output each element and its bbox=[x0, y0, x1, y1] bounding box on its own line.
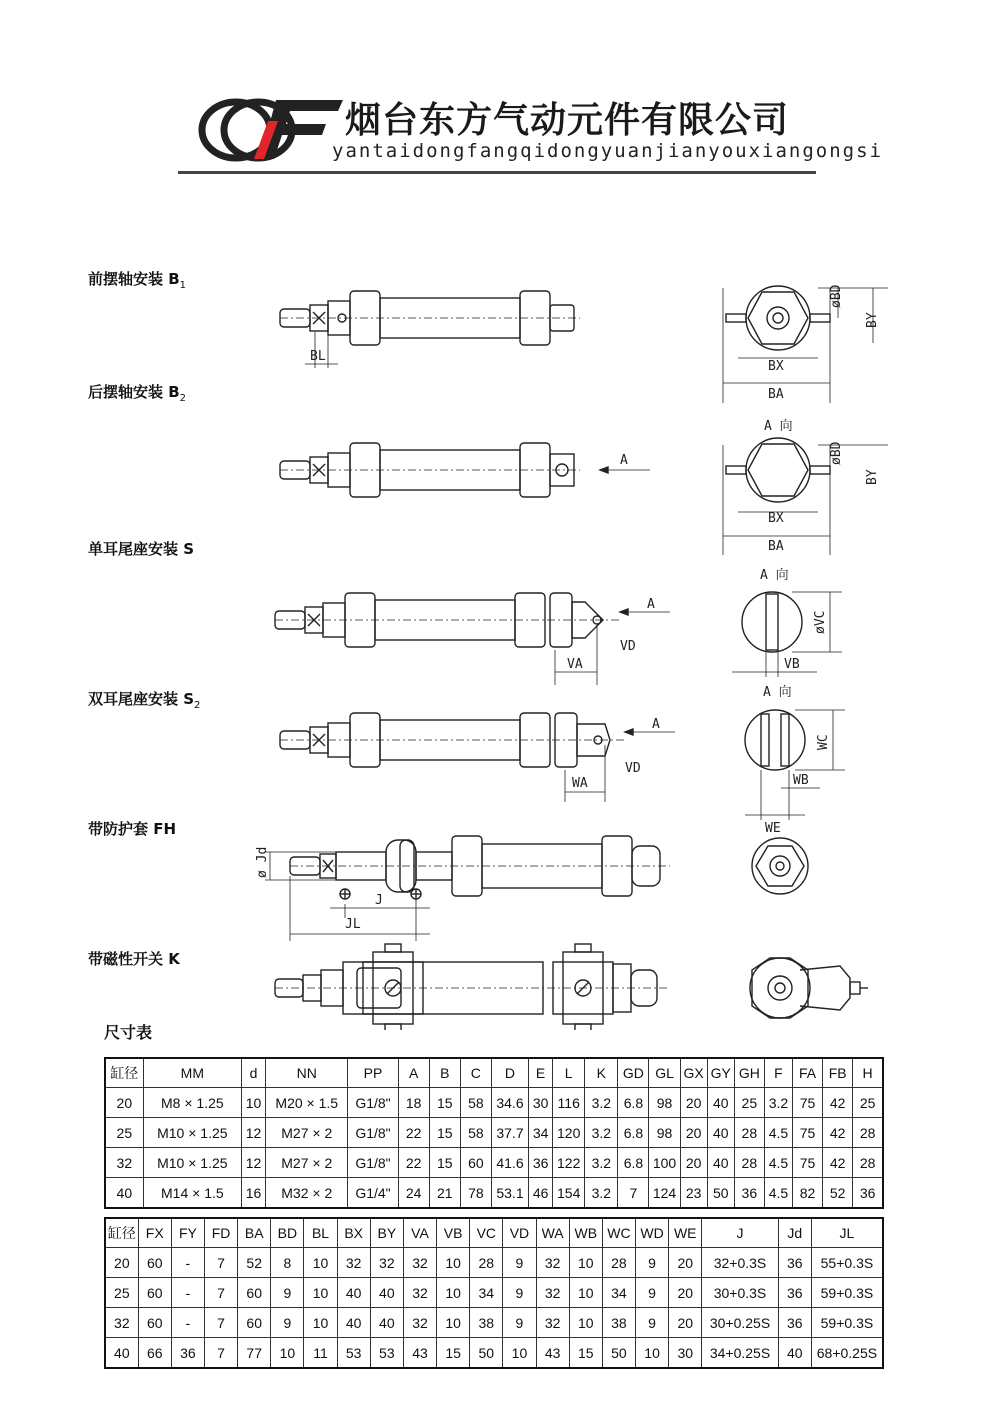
table1-cell: 75 bbox=[792, 1148, 822, 1178]
table1-header-cell: 缸径 bbox=[105, 1058, 143, 1088]
table1-cell: 42 bbox=[823, 1088, 853, 1118]
table1-cell: 37.7 bbox=[491, 1118, 528, 1148]
svg-text:BA: BA bbox=[768, 539, 784, 554]
table1-header-cell: B bbox=[429, 1058, 460, 1088]
table2-cell: 38 bbox=[470, 1308, 503, 1338]
table2-cell: 30+0.25S bbox=[702, 1308, 778, 1338]
table1-cell: 15 bbox=[429, 1148, 460, 1178]
table2-cell: 32 bbox=[403, 1278, 436, 1308]
table1-cell: 42 bbox=[823, 1148, 853, 1178]
table1-cell: 6.8 bbox=[618, 1118, 649, 1148]
table1-cell: 18 bbox=[398, 1088, 429, 1118]
table2-header-cell: BY bbox=[370, 1218, 403, 1248]
end-view-s bbox=[732, 568, 842, 677]
table1-cell: 154 bbox=[553, 1178, 585, 1209]
table1-header-cell: D bbox=[491, 1058, 528, 1088]
svg-text:VA: VA bbox=[567, 657, 583, 672]
table1-header-cell: GX bbox=[680, 1058, 707, 1088]
table1-cell: M27 × 2 bbox=[266, 1148, 348, 1178]
table2-cell: 60 bbox=[238, 1278, 271, 1308]
table2-cell: 15 bbox=[569, 1338, 602, 1369]
table2-cell: 11 bbox=[304, 1338, 337, 1369]
mount-label-b2: 后摆轴安装 $B_2$ bbox=[88, 383, 187, 404]
table2-cell: 77 bbox=[238, 1338, 271, 1369]
table2-header-cell: WA bbox=[536, 1218, 569, 1248]
table2-header-cell: WE bbox=[669, 1218, 702, 1248]
table1-cell: 22 bbox=[398, 1118, 429, 1148]
table2-cell: 34+0.25S bbox=[702, 1338, 778, 1369]
table1-cell: 60 bbox=[460, 1148, 491, 1178]
table1-cell: 122 bbox=[553, 1148, 585, 1178]
table1-cell: G1/8" bbox=[348, 1088, 398, 1118]
table2-cell: 36 bbox=[171, 1338, 204, 1369]
table1-cell: 98 bbox=[649, 1118, 680, 1148]
end-view-b1 bbox=[723, 284, 888, 403]
table2-cell: 40 bbox=[105, 1338, 138, 1369]
table1-cell: 36 bbox=[734, 1178, 764, 1209]
table2-header-cell: BA bbox=[238, 1218, 271, 1248]
svg-text:BA: BA bbox=[768, 387, 784, 402]
table1-cell: 34.6 bbox=[491, 1088, 528, 1118]
svg-text:øVC: øVC bbox=[813, 610, 828, 634]
svg-text:A 向: A 向 bbox=[764, 419, 793, 434]
table1-cell: 21 bbox=[429, 1178, 460, 1209]
svg-text:A 向: A 向 bbox=[760, 568, 789, 583]
table2-header-cell: FY bbox=[171, 1218, 204, 1248]
table1-cell: M10 × 1.25 bbox=[143, 1118, 241, 1148]
table1-header-cell: GH bbox=[734, 1058, 764, 1088]
table1-cell: 82 bbox=[792, 1178, 822, 1209]
table1-header-cell: GD bbox=[618, 1058, 649, 1088]
table2-cell: 9 bbox=[636, 1308, 669, 1338]
end-view-b2 bbox=[723, 419, 888, 555]
table2-cell: 50 bbox=[470, 1338, 503, 1369]
svg-text:VB: VB bbox=[784, 657, 800, 672]
table2-cell: 32 bbox=[403, 1308, 436, 1338]
table2-cell: 25 bbox=[105, 1278, 138, 1308]
table1-header-cell: d bbox=[242, 1058, 266, 1088]
table1-cell: 78 bbox=[460, 1178, 491, 1209]
table1-cell: 15 bbox=[429, 1118, 460, 1148]
table1-header-cell: L bbox=[553, 1058, 585, 1088]
table2-header-cell: FX bbox=[138, 1218, 171, 1248]
dimension-table-1 bbox=[104, 1057, 884, 1209]
drawing-b2 bbox=[280, 443, 650, 497]
dimension-table-title: 尺寸表 bbox=[104, 1023, 153, 1042]
table1-cell: 36 bbox=[853, 1178, 883, 1209]
table1-header-cell: F bbox=[764, 1058, 792, 1088]
table2-header-cell: VA bbox=[403, 1218, 436, 1248]
table1-header-row bbox=[105, 1058, 883, 1088]
svg-text:BX: BX bbox=[768, 511, 784, 526]
table2-cell: 40 bbox=[370, 1278, 403, 1308]
table2-cell: 10 bbox=[437, 1278, 470, 1308]
svg-text:øBD: øBD bbox=[829, 441, 844, 465]
table2-cell: 20 bbox=[669, 1248, 702, 1278]
table1-cell: 20 bbox=[680, 1148, 707, 1178]
table1-cell: 12 bbox=[242, 1118, 266, 1148]
mount-label-k: 带磁性开关 K bbox=[88, 950, 180, 968]
table2-cell: - bbox=[171, 1308, 204, 1338]
table2-cell: 9 bbox=[636, 1248, 669, 1278]
table1-cell: 3.2 bbox=[764, 1088, 792, 1118]
table1-cell: 50 bbox=[707, 1178, 734, 1209]
mount-label-fh: 带防护套 FH bbox=[88, 820, 177, 838]
table1-cell: 4.5 bbox=[764, 1118, 792, 1148]
end-view-fh bbox=[752, 838, 808, 894]
table1-cell: 32 bbox=[105, 1148, 143, 1178]
table2-cell: 9 bbox=[503, 1308, 536, 1338]
table1-row bbox=[105, 1178, 883, 1209]
svg-text:øBD: øBD bbox=[829, 284, 844, 308]
table2-cell: 7 bbox=[204, 1338, 237, 1369]
table2-cell: 20 bbox=[669, 1308, 702, 1338]
table2-row bbox=[105, 1248, 883, 1278]
table2-cell: 32 bbox=[370, 1248, 403, 1278]
table2-cell: 7 bbox=[204, 1248, 237, 1278]
table1-cell: 20 bbox=[105, 1088, 143, 1118]
table1-header-cell: FA bbox=[792, 1058, 822, 1088]
table2-cell: 60 bbox=[138, 1278, 171, 1308]
table1-cell: 15 bbox=[429, 1088, 460, 1118]
table2-cell: 36 bbox=[778, 1248, 811, 1278]
table1-cell: 3.2 bbox=[585, 1088, 618, 1118]
table2-header-cell: 缸径 bbox=[105, 1218, 138, 1248]
table2-header-cell: FD bbox=[204, 1218, 237, 1248]
table1-cell: G1/4" bbox=[348, 1178, 398, 1209]
table2-header-cell: BD bbox=[271, 1218, 304, 1248]
table2-cell: 40 bbox=[337, 1308, 370, 1338]
table1-cell: 75 bbox=[792, 1118, 822, 1148]
table2-row bbox=[105, 1278, 883, 1308]
table2-header-cell: J bbox=[702, 1218, 778, 1248]
table2-cell: 43 bbox=[403, 1338, 436, 1369]
table1-cell: G1/8" bbox=[348, 1118, 398, 1148]
table1-cell: 4.5 bbox=[764, 1148, 792, 1178]
table1-cell: 20 bbox=[680, 1118, 707, 1148]
table2-cell: 7 bbox=[204, 1278, 237, 1308]
table1-cell: M20 × 1.5 bbox=[266, 1088, 348, 1118]
svg-text:WE: WE bbox=[765, 821, 781, 836]
end-view-k bbox=[750, 958, 868, 1018]
table1-cell: M8 × 1.25 bbox=[143, 1088, 241, 1118]
mount-label-s: 单耳尾座安装 S bbox=[88, 540, 195, 558]
table1-cell: 52 bbox=[823, 1178, 853, 1209]
table2-cell: 9 bbox=[636, 1278, 669, 1308]
table2-cell: 36 bbox=[778, 1278, 811, 1308]
table2-cell: 40 bbox=[778, 1338, 811, 1369]
mount-label-b1: 前摆轴安装 $B_1$ bbox=[88, 270, 187, 291]
table1-cell: 10 bbox=[242, 1088, 266, 1118]
table2-cell: 66 bbox=[138, 1338, 171, 1369]
table1-cell: 28 bbox=[853, 1118, 883, 1148]
table2-cell: 55+0.3S bbox=[811, 1248, 883, 1278]
svg-text:VD: VD bbox=[625, 761, 641, 776]
svg-text:A: A bbox=[620, 453, 628, 468]
table2-cell: 9 bbox=[271, 1278, 304, 1308]
table2-cell: 10 bbox=[636, 1338, 669, 1369]
table2-cell: 10 bbox=[271, 1338, 304, 1369]
dimension-table-2 bbox=[104, 1217, 884, 1369]
table1-cell: M14 × 1.5 bbox=[143, 1178, 241, 1209]
table1-cell: 22 bbox=[398, 1148, 429, 1178]
svg-text:OF: OF bbox=[198, 95, 200, 96]
table1-row bbox=[105, 1148, 883, 1178]
table1-header-cell: PP bbox=[348, 1058, 398, 1088]
table1-cell: 40 bbox=[105, 1178, 143, 1209]
table2-header-cell: VC bbox=[470, 1218, 503, 1248]
table2-header-cell: Jd bbox=[778, 1218, 811, 1248]
table1-cell: 58 bbox=[460, 1088, 491, 1118]
table1-header-cell: MM bbox=[143, 1058, 241, 1088]
drawing-s bbox=[275, 593, 670, 685]
table1-cell: 4.5 bbox=[764, 1178, 792, 1209]
table1-cell: 28 bbox=[734, 1148, 764, 1178]
table2-cell: 10 bbox=[437, 1308, 470, 1338]
table1-cell: 116 bbox=[553, 1088, 585, 1118]
table1-cell: 34 bbox=[529, 1118, 553, 1148]
table2-cell: 34 bbox=[602, 1278, 635, 1308]
table1-cell: 20 bbox=[680, 1088, 707, 1118]
svg-text:A 向: A 向 bbox=[763, 685, 792, 700]
table2-cell: 40 bbox=[370, 1308, 403, 1338]
table1-cell: 16 bbox=[242, 1178, 266, 1209]
table2-cell: 32 bbox=[403, 1248, 436, 1278]
table2-cell: 28 bbox=[602, 1248, 635, 1278]
table2-cell: 30 bbox=[669, 1338, 702, 1369]
table2-cell: - bbox=[171, 1278, 204, 1308]
table1-header-cell: GY bbox=[707, 1058, 734, 1088]
table2-cell: 32 bbox=[105, 1308, 138, 1338]
table1-cell: 30 bbox=[529, 1088, 553, 1118]
table2-cell: 32 bbox=[536, 1248, 569, 1278]
svg-text:BL: BL bbox=[310, 349, 326, 364]
table2-header-cell: VB bbox=[437, 1218, 470, 1248]
table1-cell: M32 × 2 bbox=[266, 1178, 348, 1209]
table2-cell: 9 bbox=[503, 1278, 536, 1308]
table2-cell: 52 bbox=[238, 1248, 271, 1278]
table2-header-row bbox=[105, 1218, 883, 1248]
table2-cell: 68+0.25S bbox=[811, 1338, 883, 1369]
table2-cell: 10 bbox=[569, 1278, 602, 1308]
table2-cell: 32+0.3S bbox=[702, 1248, 778, 1278]
table2-cell: 20 bbox=[105, 1248, 138, 1278]
table1-cell: 46 bbox=[529, 1178, 553, 1209]
table2-cell: 15 bbox=[437, 1338, 470, 1369]
table1-header-cell: A bbox=[398, 1058, 429, 1088]
table2-header-cell: WB bbox=[569, 1218, 602, 1248]
table1-header-cell: K bbox=[585, 1058, 618, 1088]
table2-header-cell: WC bbox=[602, 1218, 635, 1248]
svg-text:BY: BY bbox=[865, 469, 880, 485]
company-name-pinyin: yantaidongfangqidongyuanjianyouxiangongsi bbox=[332, 140, 883, 162]
table1-header-cell: E bbox=[529, 1058, 553, 1088]
table1-cell: 23 bbox=[680, 1178, 707, 1209]
table1-cell: 42 bbox=[823, 1118, 853, 1148]
svg-text:BX: BX bbox=[768, 359, 784, 374]
table1-header-cell: GL bbox=[649, 1058, 680, 1088]
table2-cell: 36 bbox=[778, 1308, 811, 1338]
table1-cell: 120 bbox=[553, 1118, 585, 1148]
table1-cell: 25 bbox=[853, 1088, 883, 1118]
table2-cell: 9 bbox=[503, 1248, 536, 1278]
table2-cell: 10 bbox=[569, 1308, 602, 1338]
table2-cell: 60 bbox=[138, 1248, 171, 1278]
table1-cell: 7 bbox=[618, 1178, 649, 1209]
table1-cell: 28 bbox=[734, 1118, 764, 1148]
table2-cell: 32 bbox=[536, 1308, 569, 1338]
table1-cell: 25 bbox=[734, 1088, 764, 1118]
table2-cell: 34 bbox=[470, 1278, 503, 1308]
table1-cell: M27 × 2 bbox=[266, 1118, 348, 1148]
table1-cell: 36 bbox=[529, 1148, 553, 1178]
table2-header-cell: VD bbox=[503, 1218, 536, 1248]
table2-cell: 38 bbox=[602, 1308, 635, 1338]
table2-cell: 10 bbox=[304, 1308, 337, 1338]
table1-cell: 124 bbox=[649, 1178, 680, 1209]
table1-cell: 3.2 bbox=[585, 1178, 618, 1209]
table2-cell: 10 bbox=[304, 1278, 337, 1308]
table1-header-cell: C bbox=[460, 1058, 491, 1088]
table2-cell: 60 bbox=[238, 1308, 271, 1338]
end-view-s2 bbox=[745, 685, 845, 836]
table1-cell: 12 bbox=[242, 1148, 266, 1178]
table1-row bbox=[105, 1088, 883, 1118]
table1-header-cell: FB bbox=[823, 1058, 853, 1088]
table2-cell: 28 bbox=[470, 1248, 503, 1278]
table1-cell: 58 bbox=[460, 1118, 491, 1148]
table1-header-cell: NN bbox=[266, 1058, 348, 1088]
svg-text:A: A bbox=[652, 717, 660, 732]
table1-cell: 98 bbox=[649, 1088, 680, 1118]
drawing-k bbox=[275, 944, 667, 1030]
table2-cell: 9 bbox=[271, 1308, 304, 1338]
table1-cell: 6.8 bbox=[618, 1088, 649, 1118]
table2-cell: 10 bbox=[437, 1248, 470, 1278]
table1-cell: G1/8" bbox=[348, 1148, 398, 1178]
svg-text:WB: WB bbox=[793, 773, 809, 788]
table2-row bbox=[105, 1338, 883, 1369]
company-name-cn: 烟台东方气动元件有限公司 bbox=[345, 100, 790, 141]
table2-cell: 59+0.3S bbox=[811, 1278, 883, 1308]
table1-cell: 6.8 bbox=[618, 1148, 649, 1178]
table1-cell: M10 × 1.25 bbox=[143, 1148, 241, 1178]
table2-header-cell: BX bbox=[337, 1218, 370, 1248]
svg-text:BY: BY bbox=[865, 312, 880, 328]
table2-cell: 43 bbox=[536, 1338, 569, 1369]
table1-row bbox=[105, 1118, 883, 1148]
svg-text:A: A bbox=[647, 597, 655, 612]
table2-header-cell: WD bbox=[636, 1218, 669, 1248]
table2-cell: 20 bbox=[669, 1278, 702, 1308]
table1-header-cell: H bbox=[853, 1058, 883, 1088]
table2-cell: - bbox=[171, 1248, 204, 1278]
svg-text:J: J bbox=[375, 893, 383, 908]
table2-cell: 10 bbox=[569, 1248, 602, 1278]
table2-cell: 32 bbox=[337, 1248, 370, 1278]
table2-row bbox=[105, 1308, 883, 1338]
table2-header-cell: JL bbox=[811, 1218, 883, 1248]
table2-cell: 53 bbox=[337, 1338, 370, 1369]
table1-cell: 40 bbox=[707, 1088, 734, 1118]
svg-text:JL: JL bbox=[345, 917, 361, 932]
table1-cell: 3.2 bbox=[585, 1148, 618, 1178]
drawing-b1 bbox=[280, 291, 580, 368]
drawing-s2 bbox=[280, 713, 675, 802]
table1-cell: 40 bbox=[707, 1148, 734, 1178]
table2-cell: 53 bbox=[370, 1338, 403, 1369]
table2-cell: 30+0.3S bbox=[702, 1278, 778, 1308]
table1-cell: 3.2 bbox=[585, 1118, 618, 1148]
table1-cell: 41.6 bbox=[491, 1148, 528, 1178]
svg-text:WA: WA bbox=[572, 776, 588, 791]
table2-cell: 40 bbox=[337, 1278, 370, 1308]
table2-cell: 10 bbox=[304, 1248, 337, 1278]
table1-cell: 100 bbox=[649, 1148, 680, 1178]
table1-cell: 75 bbox=[792, 1088, 822, 1118]
table1-cell: 24 bbox=[398, 1178, 429, 1209]
svg-text:WC: WC bbox=[816, 734, 831, 750]
table2-cell: 59+0.3S bbox=[811, 1308, 883, 1338]
table1-cell: 40 bbox=[707, 1118, 734, 1148]
table1-cell: 28 bbox=[853, 1148, 883, 1178]
table2-cell: 7 bbox=[204, 1308, 237, 1338]
svg-text:VD: VD bbox=[620, 639, 636, 654]
mount-label-s2: 双耳尾座安装 $S_2$ bbox=[88, 690, 201, 711]
table2-cell: 8 bbox=[271, 1248, 304, 1278]
drawing-fh bbox=[255, 836, 670, 941]
table1-cell: 25 bbox=[105, 1118, 143, 1148]
table2-cell: 10 bbox=[503, 1338, 536, 1369]
table1-cell: 53.1 bbox=[491, 1178, 528, 1209]
table2-cell: 50 bbox=[602, 1338, 635, 1369]
table2-cell: 32 bbox=[536, 1278, 569, 1308]
svg-text:ø Jd: ø Jd bbox=[255, 846, 270, 878]
table2-header-cell: BL bbox=[304, 1218, 337, 1248]
table2-cell: 60 bbox=[138, 1308, 171, 1338]
